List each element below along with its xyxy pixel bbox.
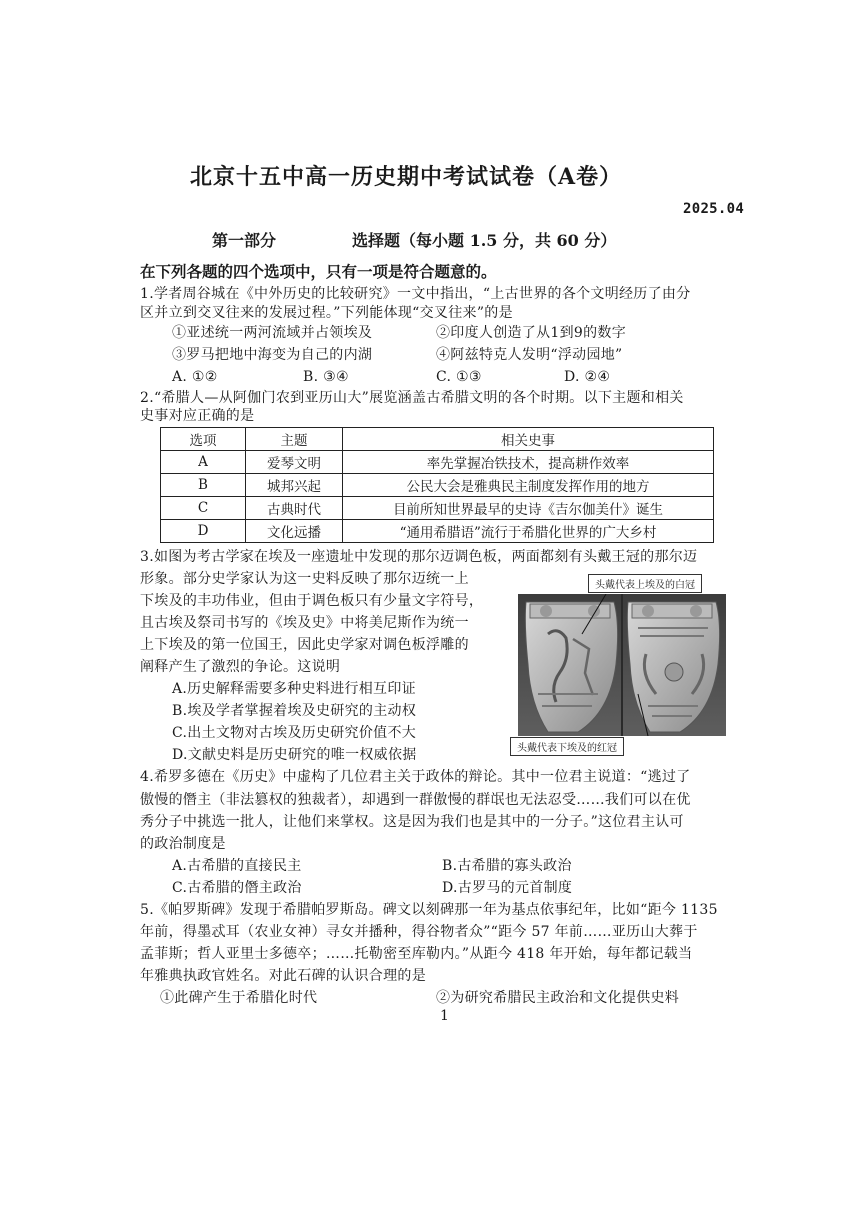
question-text: 2.“希腊人—从阿伽门农到亚历山大”展览涵盖古希腊文明的各个时期。以下主题和相关 <box>140 390 684 406</box>
statement-3: ③罗马把地中海变为自己的内湖 <box>172 347 373 363</box>
question-text: 孟菲斯；哲人亚里士多德卒；……托勒密至库勒内。”从距今 418 年开始，每年都记载当 <box>140 946 693 962</box>
column-header: 选项 <box>161 428 246 451</box>
question-text: 5.《帕罗斯碑》发现于希腊帕罗斯岛。碑文以刻碑那一年为基点依事纪年，比如“距今 1135 <box>140 902 718 918</box>
option-c: C. ①③ <box>436 369 482 385</box>
option-d: D.古罗马的元首制度 <box>442 880 573 896</box>
option-b: B. ③④ <box>303 369 349 385</box>
statement-2: ②印度人创造了从1到9的数字 <box>436 325 627 341</box>
question-text: 上下埃及的第一位国王，因此史学家对调色板浮雕的 <box>140 637 469 653</box>
page-title: 北京十五中高一历史期中考试试卷（A卷） <box>190 164 623 190</box>
table-row <box>161 451 714 474</box>
options-table <box>160 427 714 543</box>
instruction: 在下列各题的四个选项中，只有一项是符合题意的。 <box>140 262 497 281</box>
table-cell: “通用希腊语”流行于希腊化世界的广大乡村 <box>343 520 714 543</box>
question-text: 史事对应正确的是 <box>140 408 255 424</box>
question-text: 形象。部分史学家认为这一史料反映了那尔迈统一上 <box>140 571 469 587</box>
statement-4: ④阿兹特克人发明“浮动园地” <box>436 347 623 363</box>
question-text: 年雅典执政官姓名。对此石碑的认识合理的是 <box>140 968 426 984</box>
option-d: D. ②④ <box>564 369 611 385</box>
table-row <box>161 474 714 497</box>
table-cell: 率先掌握冶铁技术，提高耕作效率 <box>343 451 714 474</box>
section-label: 选择题（每小题 1.5 分，共 60 分） <box>352 231 617 250</box>
option-c: C.出土文物对古埃及历史研究价值不大 <box>172 725 417 741</box>
caption-top: 头戴代表上埃及的白冠 <box>588 574 702 593</box>
question-text: 区并立到交叉往来的发展过程。”下列能体现“交叉往来”的是 <box>140 305 513 321</box>
question-text: 1.学者周谷城在《中外历史的比较研究》一文中指出，“上古世界的各个文明经历了由分 <box>140 286 691 302</box>
table-cell: 城邦兴起 <box>246 474 343 497</box>
table-cell: 目前所知世界最早的史诗《吉尔伽美什》诞生 <box>343 497 714 520</box>
statement-1: ①此碑产生于希腊化时代 <box>160 990 318 1006</box>
narmer-palette-image <box>518 594 726 736</box>
question-text: 的政治制度是 <box>140 836 226 852</box>
column-header: 相关史事 <box>343 428 714 451</box>
question-text: 3.如图为考古学家在埃及一座遗址中发现的那尔迈调色板，两面都刻有头戴王冠的那尔迈 <box>140 549 698 565</box>
question-text: 秀分子中挑选一批人，让他们来掌权。这是因为我们也是其中的一分子。”这位君主认可 <box>140 814 684 830</box>
question-text: 下埃及的丰功伟业，但由于调色板只有少量文字符号， <box>140 593 484 609</box>
option-b: B.埃及学者掌握着埃及史研究的主动权 <box>172 703 417 719</box>
question-text: 阐释产生了激烈的争论。这说明 <box>140 659 341 675</box>
exam-date: 2025.04 <box>683 201 745 217</box>
table-cell: A <box>161 451 246 474</box>
page-number: 1 <box>440 1008 450 1024</box>
table-cell: 文化远播 <box>246 520 343 543</box>
question-text: 傲慢的僭主（非法篡权的独裁者），却遇到一群傲慢的群氓也无法忍受……我们可以在优 <box>140 792 691 808</box>
table-row <box>161 497 714 520</box>
column-header: 主题 <box>246 428 343 451</box>
statement-1: ①亚述统一两河流域并占领埃及 <box>172 325 373 341</box>
table-cell: B <box>161 474 246 497</box>
question-text: 且古埃及祭司书写的《埃及史》中将美尼斯作为统一 <box>140 615 469 631</box>
table-cell: C <box>161 497 246 520</box>
option-c: C.古希腊的僭主政治 <box>172 880 302 896</box>
table-cell: 古典时代 <box>246 497 343 520</box>
option-a: A. ①② <box>172 369 218 385</box>
option-b: B.古希腊的寡头政治 <box>442 858 572 874</box>
option-d: D.文献史料是历史研究的唯一权威依据 <box>172 747 417 763</box>
question-text: 年前，得墨忒耳（农业女神）寻女并播种，得谷物者众”“距今 57 年前……亚历山大葬于 <box>140 924 698 940</box>
option-a: A.历史解释需要多种史料进行相互印证 <box>172 681 416 697</box>
option-a: A.古希腊的直接民主 <box>172 858 302 874</box>
table-cell: 爱琴文明 <box>246 451 343 474</box>
caption-bottom: 头戴代表下埃及的红冠 <box>510 737 624 756</box>
statement-2: ②为研究希腊民主政治和文化提供史料 <box>436 990 680 1006</box>
question-text: 4.希罗多德在《历史》中虚构了几位君主关于政体的辩论。其中一位君主说道：“逃过了 <box>140 769 691 785</box>
table-row <box>161 520 714 543</box>
table-header-row <box>161 428 714 451</box>
table-cell: D <box>161 520 246 543</box>
table-cell: 公民大会是雅典民主制度发挥作用的地方 <box>343 474 714 497</box>
part-label: 第一部分 <box>212 231 277 250</box>
